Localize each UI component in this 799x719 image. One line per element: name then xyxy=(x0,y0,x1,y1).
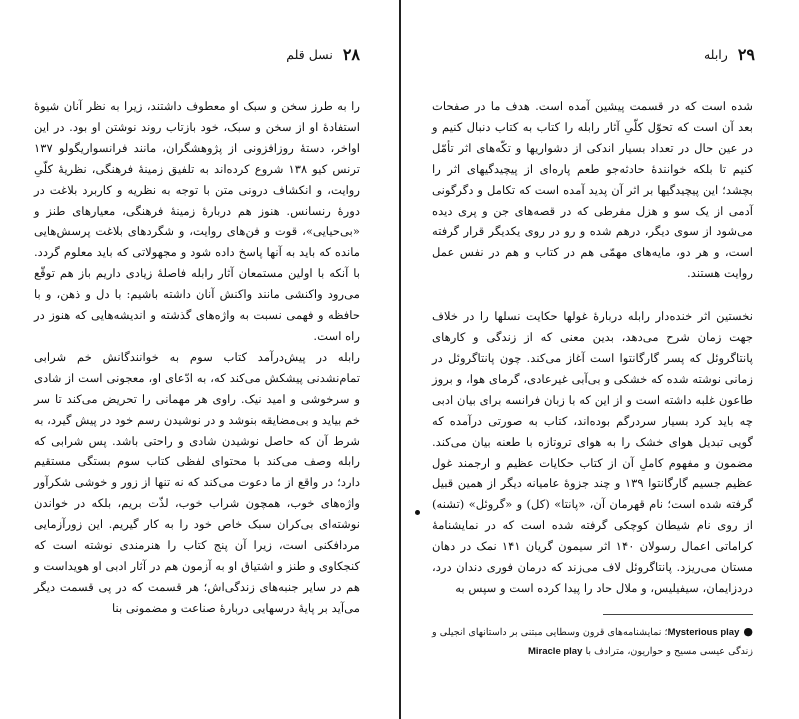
paragraph: شده است که در قسمت پیشین آمده است. هدف ما در صفحات بعد آن است که تحوّل کلّیِ آثار رابله را کتاب به کتاب دنبال کنیم و در عین حال در تعداد بسیار اندکی از دشواریها و تکّه‌های اثر تأمّل کنیم تا بلکه خوانندهٔ حادثه‌جو طعم پاره‌ای از پیچیدگیهای اثر را بچشد؛ این پیچیدگیها بر اثر آن پدید آمده است که تکامل و دگرگونی آدمی از یک سو و هزل مفرطی که در قصه‌های جن و پری دیده می‌شود از سوی دیگر، درهم شده و رو در روی یکدیگر قرار گرفته است، و هر دو، مایه‌های مهمّی هم در کتاب و هم در نفس عمل روایت هستند. xyxy=(432,99,753,281)
left-page xyxy=(0,0,398,719)
footnote-reference-dot xyxy=(415,510,420,515)
left-page-body xyxy=(34,96,360,619)
footnote-divider xyxy=(603,614,753,615)
page-number: ۲۹ xyxy=(737,44,755,64)
running-title: نسل قلم xyxy=(286,46,333,62)
page-number: ۲۸ xyxy=(342,44,360,64)
running-title: رابله xyxy=(703,46,728,62)
paragraph: را به طرز سخن و سبک او معطوف داشتند، زیرا به نظر آنان شیوهٔ استفادهٔ او از سخن و سبک، خود بازتاب روند نوشتن او بود. در این اواخر، دستهٔ روزافزونی از پژوهشگران، مانند فرانسواریگولو ۱۳۷ ترنس کیو ۱۳۸ شروع کرده‌اند به تلفیق زمینهٔ فرهنگی، نظریهٔ کلّیِ روایت، و انکشاف درونی متن با توجه به نظریه و کاربرد بلاغت در دورهٔ رنسانس. هنوز هم دربارهٔ زمینهٔ فرهنگی، معیارهای طنز و «بی‌حیایی»، قوت و فن‌های روایت، و شگردهای بلاغت پرسش‌هایی مانده که باید به آنها پاسخ داده شود و مجهولاتی که باید معلوم گردد. با آنکه با اولین مستمعان آثار رابله فاصلهٔ زیادی داریم باز هم توقّع می‌رود واکنشی مانند واکنش آنان داشته باشیم: با دل و ذهن، و با حافظه و فهمی نسبت به واژه‌های گذشته و اندیشه‌هایی که هنوز در راه است. xyxy=(34,99,360,343)
footnote: ●Mysterious play؛ نمایشنامه‌های قرون وسطایی مبتنی بر داستانهای انجیلی و زندگی عیسی مسیح و حواریون، مترادف با Miracle play xyxy=(432,625,754,657)
paragraph: نخستین اثر خنده‌دار رابله دربارهٔ غولها حکایت نسلها را در خلاف جهت زمان شرح می‌دهد، بدین معنی که از زندگی و کارهای پانتاگروئل که پسر گارگانتوا است آغاز می‌کند. چون پانتاگروئل در زمانی نوشته شده که خشکی و بی‌آبی غیرعادی، گرمای هوا، و بروز طاعون غلبه داشته است و از این که با زبان فرانسه برای بیان ادبی چه باید کرد بسیار سردرگم بوده‌اند، کتاب به صورتی درآمده که گویی تبدیل هوای خشک را به هوای تروتازه با طعنه بیان می‌کند. مضمون و مفهوم کاملِ آن از کتاب حکایات عظیم و ارجمند غول عظیم جسیم گارگانتوا ۱۳۹ و چند جزوهٔ عامیانه دیگر از همین قبیل گرفته شده است؛ نام قهرمان آن، «پانتا» (کل) و «گروئل» (تشنه) از روی نام شیطان کوچکی گرفته شده است که در نمایشنامهٔ کراماتی اعمال رسولان ۱۴۰ اثر سیمون گریان ۱۴۱ نمک در دهان مستان می‌ریزد. پانتاگروئل لاف می‌زند که درمان فوری دندان درد، دردزایمان، سیفیلیس، و ملال حاد را پیدا کرده است و سپس به xyxy=(432,309,754,595)
paragraph: رابله در پیش‌درآمد کتاب سوم به خوانندگانش خم شرابی تمام‌نشدنی پیشکش می‌کند که، به ادّعای او، معجونی است از شادی و سرخوشی و امید نیک. راوی هر مهمانی را تحریض می‌کند تا سر خم بیاید و بی‌مضایقه بنوشد و در نوشیدن رسم خود در پیش گیرد، به شرط آن که حاصل نوشیدن شادی و راحتی باشد. پس شرابی که رابله وصف می‌کند با محتوای لفظی کتاب سوم بستگی مستقیم دارد؛ در واقع از ما دعوت می‌کند که نه تنها از زور و خوشی شکرآور واژه‌های خوب، همچون شراب خوب، لذّت بریم، بلکه در خواندن نوشته‌ای بی‌کران سبک خاص خود را به کار گیریم. این زورآزمایی مردافکنی است، زیرا آن پنج کتاب را هنرمندی نوشته است که کنجکاوی و طنز و اشتیاق او به آزمون هم در آثار ادبی او هویداست و هم در سایر جنبه‌های زندگی‌اش؛ هر قسمت که در پی قسمت دیگر می‌آید بر پایهٔ درسهایی دربارهٔ صناعت و مضمونی بنا xyxy=(34,349,360,615)
right-page-body xyxy=(432,96,753,599)
right-page xyxy=(402,0,799,719)
page-gutter xyxy=(399,0,401,719)
footnote-text: نمایشنامه‌های قرون وسطایی مبتنی بر داستانهای انجیلی و زندگی عیسی مسیح و حواریون، مترادف با xyxy=(432,627,753,657)
left-page-header xyxy=(0,42,360,66)
footnote-marker: ● xyxy=(743,625,754,638)
footnote-term: Mysterious play xyxy=(667,627,740,638)
footnote-term: Miracle play xyxy=(527,646,583,657)
right-page-header xyxy=(402,42,755,66)
